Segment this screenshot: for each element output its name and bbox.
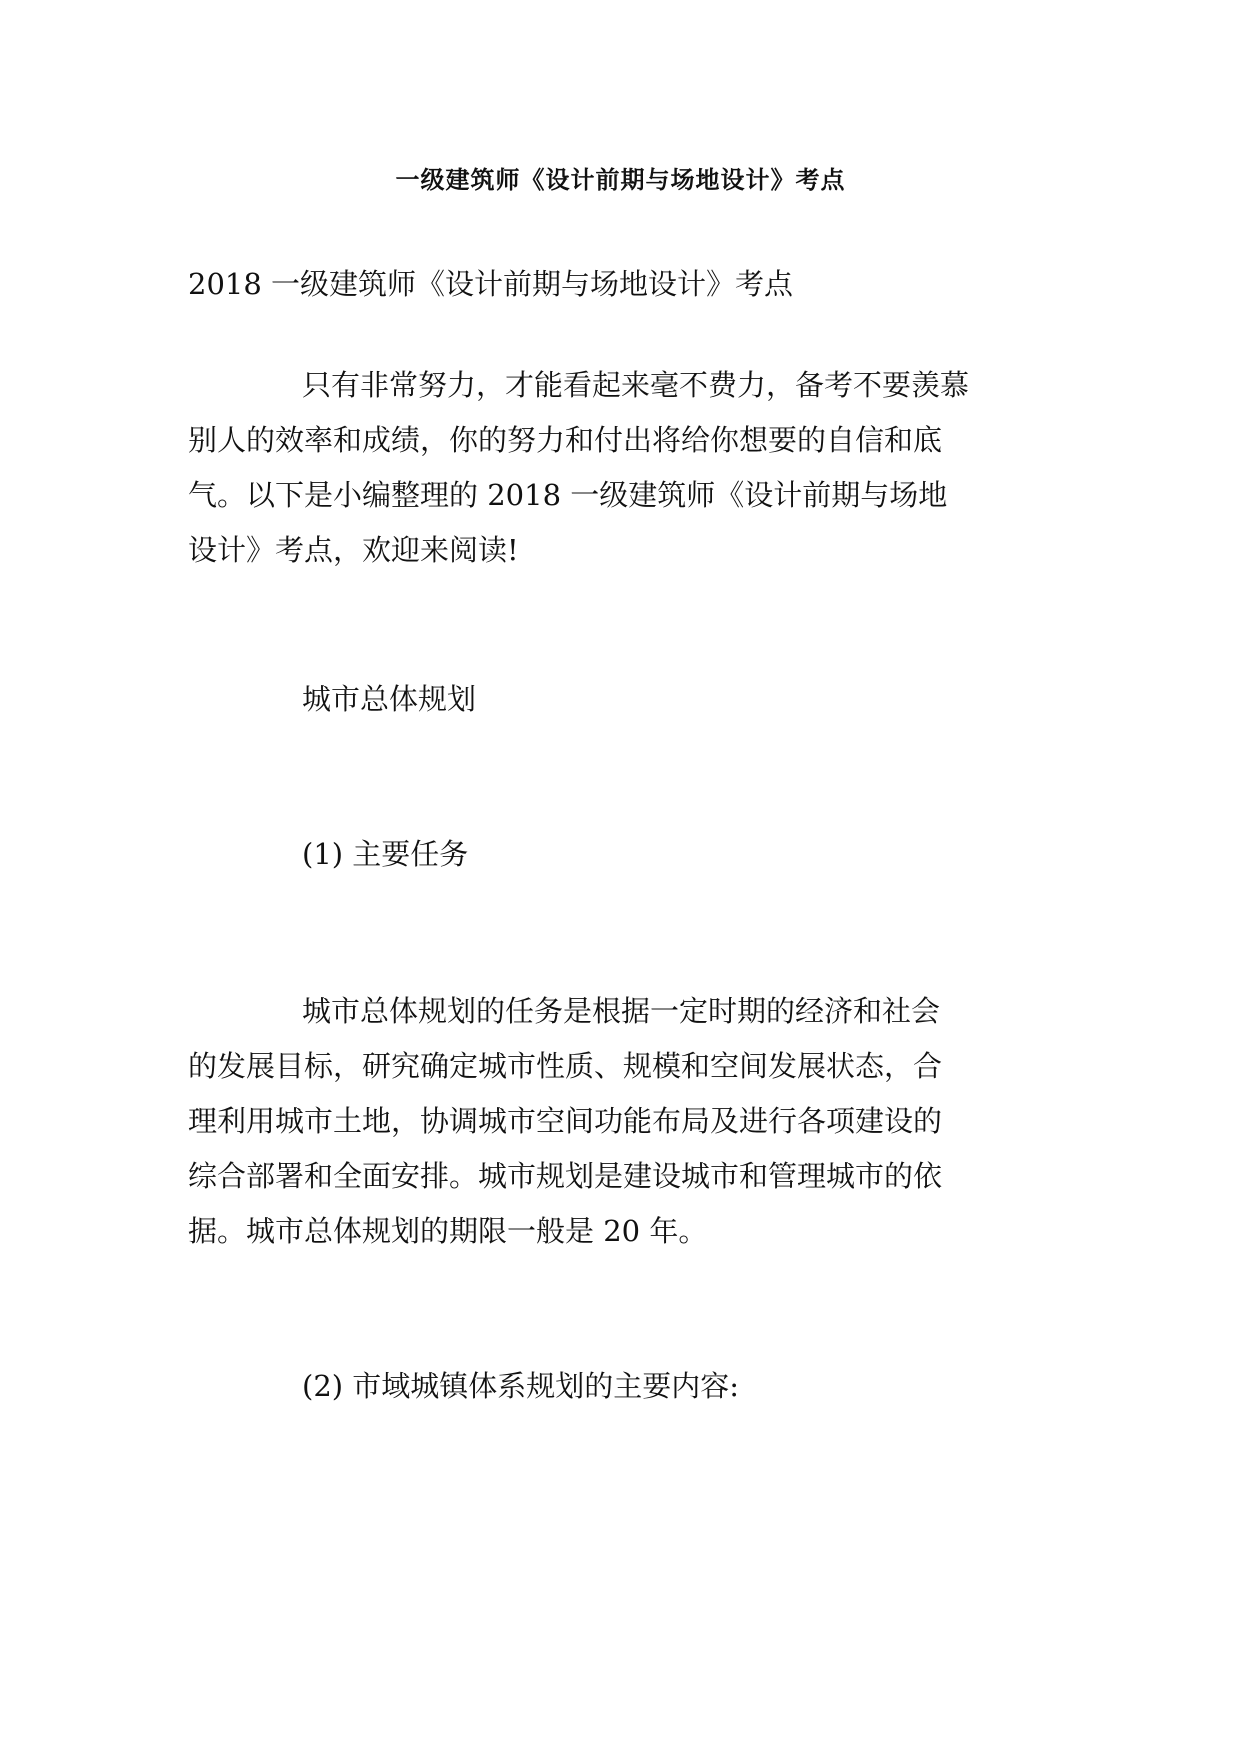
item1-line-5: 据。城市总体规划的期限一般是 20 年。 bbox=[188, 1214, 708, 1248]
intro-line-1: 只有非常努力，才能看起来毫不费力，备考不要羡慕 bbox=[302, 368, 970, 402]
item2-heading: (2) 市域城镇体系规划的主要内容: bbox=[302, 1369, 740, 1403]
intro-line-4: 设计》考点，欢迎来阅读! bbox=[188, 533, 519, 567]
section-heading: 城市总体规划 bbox=[302, 682, 477, 716]
document-title: 一级建筑师《设计前期与场地设计》考点 bbox=[395, 166, 846, 194]
document-subtitle: 2018 一级建筑师《设计前期与场地设计》考点 bbox=[188, 267, 794, 301]
item1-heading: (1) 主要任务 bbox=[302, 837, 469, 871]
item1-line-3: 理利用城市土地，协调城市空间功能布局及进行各项建设的 bbox=[188, 1104, 943, 1138]
item1-line-4: 综合部署和全面安排。城市规划是建设城市和管理城市的依 bbox=[188, 1159, 943, 1193]
intro-line-2: 别人的效率和成绩，你的努力和付出将给你想要的自信和底 bbox=[188, 423, 943, 457]
intro-line-3: 气。以下是小编整理的 2018 一级建筑师《设计前期与场地 bbox=[188, 478, 948, 512]
item1-line-2: 的发展目标，研究确定城市性质、规模和空间发展状态，合 bbox=[188, 1049, 943, 1083]
item1-line-1: 城市总体规划的任务是根据一定时期的经济和社会 bbox=[302, 994, 941, 1028]
